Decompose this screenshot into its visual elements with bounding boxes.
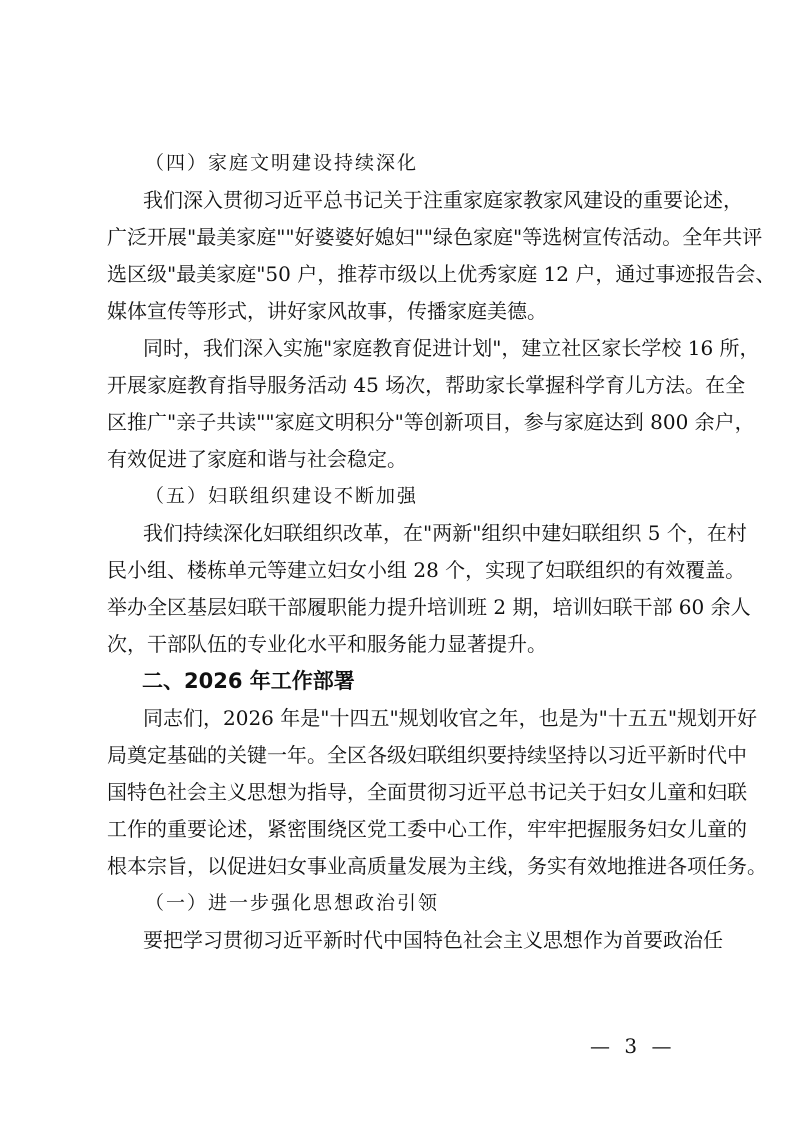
paragraph-line: 同时，我们深入实施"家庭教育促进计划"，建立社区家长学校 16 所， — [143, 336, 760, 360]
paragraph-line: 局奠定基础的关键一年。全区各级妇联组织要持续坚持以习近平新时代中 — [107, 743, 747, 767]
paragraph-line: 开展家庭教育指导服务活动 45 场次，帮助家长掌握科学育儿方法。在全 — [107, 373, 746, 397]
paragraph-line: 次，干部队伍的专业化水平和服务能力显著提升。 — [107, 632, 547, 656]
paragraph-line: 举办全区基层妇联干部履职能力提升培训班 2 期，培训妇联干部 60 余人 — [107, 595, 751, 619]
paragraph-line: 我们持续深化妇联组织改革，在"两新"组织中建妇联组织 5 个，在村 — [143, 521, 747, 545]
paragraph-line: 国特色社会主义思想为指导，全面贯彻习近平总书记关于妇女儿童和妇联 — [107, 780, 747, 804]
paragraph-line: 根本宗旨，以促进妇女事业高质量发展为主线，务实有效地推进各项任务。 — [107, 854, 767, 878]
paragraph-line: 工作的重要论述，紧密围绕区党工委中心工作，牢牢把握服务妇女儿童的 — [107, 817, 747, 841]
paragraph-line: 选区级"最美家庭"50 户，推荐市级以上优秀家庭 12 户，通过事迹报告会、 — [107, 262, 776, 286]
subsection-heading: （五）妇联组织建设不断加强 — [145, 485, 419, 507]
page-number: — 3 — — [590, 1034, 676, 1058]
paragraph-line: 广泛开展"最美家庭""好婆婆好媳妇""绿色家庭"等选树宣传活动。全年共评 — [107, 225, 763, 249]
paragraph-line: 民小组、楼栋单元等建立妇女小组 28 个，实现了妇联组织的有效覆盖。 — [107, 558, 746, 582]
section-heading: 二、2026 年工作部署 — [142, 669, 355, 693]
subsection-heading: （一）进一步强化思想政治引领 — [145, 892, 440, 914]
paragraph-line: 要把学习贯彻习近平新时代中国特色社会主义思想作为首要政治任 — [143, 928, 723, 952]
subsection-heading: （四）家庭文明建设持续深化 — [145, 152, 419, 174]
paragraph-line: 有效促进了家庭和谐与社会稳定。 — [107, 447, 407, 471]
paragraph-line: 媒体宣传等形式，讲好家风故事，传播家庭美德。 — [107, 299, 547, 323]
paragraph-line: 同志们，2026 年是"十四五"规划收官之年，也是为"十五五"规划开好 — [143, 706, 758, 730]
paragraph-line: 我们深入贯彻习近平总书记关于注重家庭家教家风建设的重要论述， — [143, 188, 743, 212]
paragraph-line: 区推广"亲子共读""家庭文明积分"等创新项目，参与家庭达到 800 余户， — [107, 410, 755, 434]
